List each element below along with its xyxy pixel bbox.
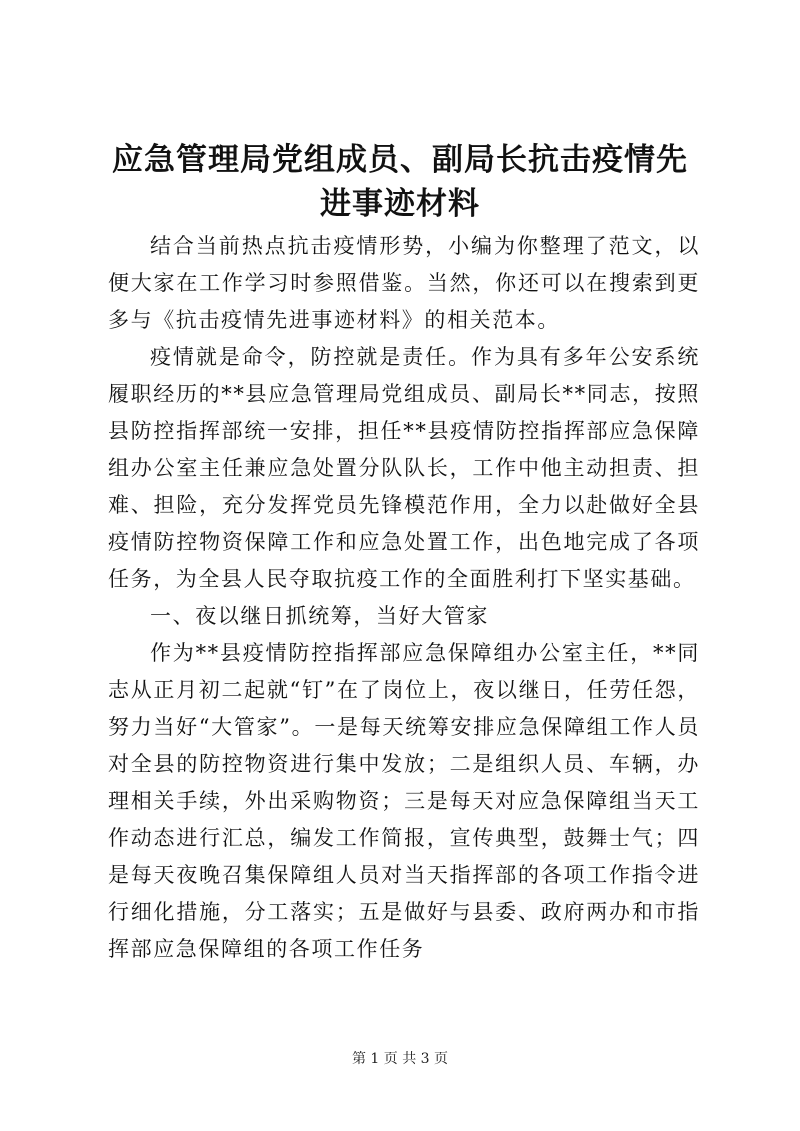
page-footer: 第 1 页 共 3 页	[351, 1051, 449, 1067]
document-title: 应急管理局党组成员、副局长抗击疫情先进事迹材料	[112, 142, 688, 222]
paragraph-section-1: 作为**县疫情防控指挥部应急保障组办公室主任，**同志从正月初二起就“钉”在了岗位上，夜以继日，任劳任怨，努力当好“大管家”。一是每天统筹安排应急保障组工作人员对全县的防控物资进行集中发放；二是组织人员、车辆，办理相关手续，外出采购物资；三是每天对应急保障组当天工作动态进行汇总，编发工作简报，宣传典型，鼓舞士气；四是每天夜晚召集保障组人员对当天指挥部的各项工作指令进行细化措施，分工落实；五是做好与县委、政府两办和市指挥部应急保障组的各项工作任务	[108, 641, 700, 961]
paragraph-summary: 疫情就是命令，防控就是责任。作为具有多年公安系统履职经历的**县应急管理局党组成员、副局长**同志，按照县防控指挥部统一安排，担任**县疫情防控指挥部应急保障组办公室主任兼应急处置分队队长，工作中他主动担责、担难、担险，充分发挥党员先锋模范作用，全力以赴做好全县疫情防控物资保障工作和应急处置工作，出色地完成了各项任务，为全县人民夺取抗疫工作的全面胜利打下坚实基础。	[108, 345, 700, 591]
paragraph-intro: 结合当前热点抗击疫情形势，小编为你整理了范文，以便大家在工作学习时参照借鉴。当然，你还可以在搜索到更多与《抗击疫情先进事迹材料》的相关范本。	[108, 234, 700, 332]
section-heading-1: 一、夜以继日抓统筹，当好大管家	[150, 604, 489, 628]
document-body	[108, 228, 700, 968]
